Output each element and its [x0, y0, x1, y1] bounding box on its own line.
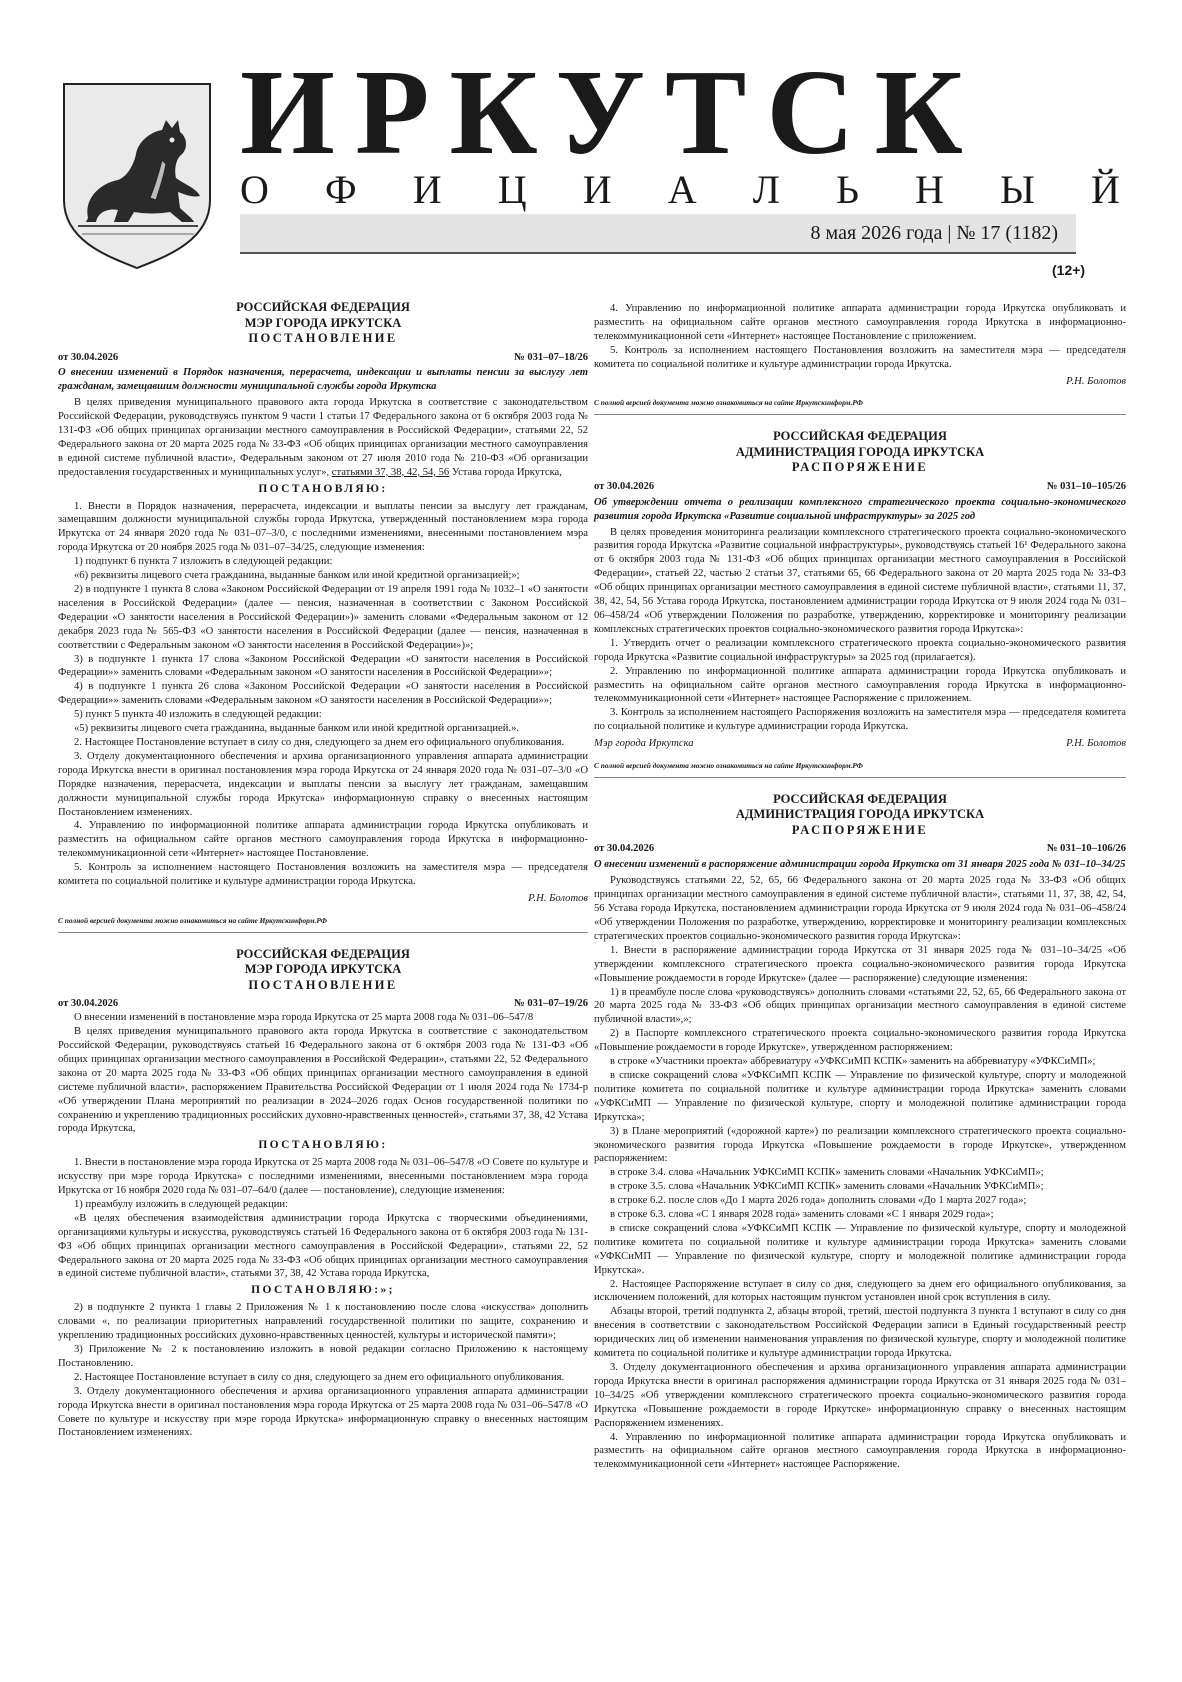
paragraph: 1. Внести в постановление мэра города Иркутска от 25 марта 2008 года № 031–06–547/8 «О Совете по культуре и искусству при мэре города Иркутска» с последними изменениями, внесенными постановлением мэра города Иркутска от 16 ноября 2020 года № 031–07–64/0 (далее — постановление), следующие изменения: — [58, 1157, 588, 1197]
paragraph: 2. Настоящее Постановление вступает в силу со дня, следующего за днем его официального опубликования. — [74, 1371, 565, 1383]
paragraph: 4. Управлению по информационной политике аппарата администрации города Иркутска опубликовать и разместить на официальном сайте органов местного самоуправления города Иркутска в информационно-телекоммуникационной сети «Интернет» настоящее Распоряжение. — [594, 1431, 1126, 1471]
doc-header-country: РОССИЙСКАЯ ФЕДЕРАЦИЯ — [773, 429, 947, 444]
doc-header-country: РОССИЙСКАЯ ФЕДЕРАЦИЯ — [236, 946, 410, 961]
paragraph: 2. Управлению по информационной политике аппарата администрации города Иркутска опубликовать и разместить на официальном сайте органов местного самоуправления города Иркутска в информационно-телекоммуникационной сети «Интернет» настоящее Распоряжение с приложением. — [594, 665, 1126, 705]
paragraph: 2. Настоящее Распоряжение вступает в силу со дня, следующего за днем его официального опубликования, за исключением положений, для которых настоящим пунктом установлен иной срок вступления в силу. — [594, 1278, 1126, 1304]
doc-number: № 031–07–19/26 — [514, 998, 588, 1010]
paragraph: в строке 6.2. после слов «До 1 марта 2026 года» дополнить словами «До 1 марта 2027 года»; — [610, 1195, 1027, 1207]
document-4 — [594, 792, 1126, 1472]
paragraph: Абзацы второй, третий подпункта 2, абзацы второй, третий, шестой подпункта 3 пункта 1 вступают в силу со дня внесения в соответствии с законодательством Российской Федерации записи в Единый государственный реестр юридических лиц об изменении наименования управления по физической культуре, спорту и молодежной политике комитета по социальной политике и культуре администрации города Иркутска. — [594, 1306, 1126, 1360]
doc-header-authority: АДМИНИСТРАЦИЯ ГОРОДА ИРКУТСКА — [735, 807, 985, 822]
doc-preamble — [58, 396, 588, 479]
paragraph: в строке 6.3. слова «С 1 января 2028 года» заменить словами «С 1 января 2029 года»; — [610, 1209, 994, 1221]
signature-line — [594, 375, 1126, 389]
signature-name: Р.Н. Болотов — [528, 892, 588, 904]
doc-meta — [594, 480, 1126, 494]
paragraph: 1. Внести в Порядок назначения, перерасчета, индексации и выплаты пенсии за выслугу лет гражданам, замещавшим должности муниципальной службы города Иркутска, утвержденный постановлением мэра города Иркутска от 24 января 2020 года № 031–07–3/0, с последними изменениями, внесенными постановлением мэра города Иркутска от 20 ноября 2025 года № 031–07–34/25, следующие изменения: — [58, 500, 588, 554]
newspaper-subtitle — [240, 168, 1120, 212]
subtitle-letter: Ы — [1000, 167, 1035, 212]
doc-number: № 031–07–18/26 — [514, 351, 588, 363]
doc-number: № 031–10–106/26 — [1046, 843, 1126, 855]
subtitle-letter: И — [582, 167, 612, 212]
decree-heading: ПОСТАНОВЛЯЮ: — [258, 482, 388, 495]
paragraph: О внесении изменений в постановление мэра города Иркутска от 25 марта 2008 года № 031–06–547/8 — [74, 1012, 534, 1024]
doc-header-country: РОССИЙСКАЯ ФЕДЕРАЦИЯ — [773, 791, 947, 806]
preamble-end-text: Устава города Иркутска, — [449, 466, 562, 478]
signature-name: Р.Н. Болотов — [1066, 738, 1126, 750]
paragraph: 3. Отделу документационного обеспечения и архива организационного управления аппарата администрации города Иркутска внести в оригинал постановления мэра города Иркутска от 25 марта 2008 года № 031–06–547/8 «О Совете по культуре и искусству при мэре города Иркутска» информационную справку о внесенных настоящим Постановлением изменениях. — [58, 1385, 588, 1439]
doc-header-type: ПОСТАНОВЛЕНИЕ — [248, 977, 398, 992]
subtitle-letter: Ц — [497, 167, 527, 212]
doc-header-country: РОССИЙСКАЯ ФЕДЕРАЦИЯ — [236, 300, 410, 314]
paragraph: «В целях обеспечения взаимодействия администрации города Иркутска с творческими объединениями, организациями культуры и искусства, руководствуясь статьей 16 Федерального закона от 6 октября 2003 года № 131-ФЗ «Об общих принципах организации местного самоуправления в Российской Федерации», статьями 22, 52 Федерального закона от 20 марта 2025 года № 33-ФЗ «Об общих принципах организации местного самоуправления в единой системе публичной власти», статьями 37, 38, 42 Устава города Иркутска, — [58, 1212, 588, 1280]
full-version-note: С полной версией документа можно ознакомиться на сайте Иркутскинформ.РФ — [58, 914, 588, 933]
charter-articles-link[interactable]: статьями 37, 38, 42, 54, 56 — [331, 466, 450, 478]
paragraph: 1. Внести в распоряжение администрации города Иркутска от 31 января 2025 года № 031–10–34/25 «Об утверждении комплексного стратегического проекта социально-экономического развития города Иркутска «Повышение рождаемости в городе Иркутске» (далее — распоряжение) следующие изменения: — [594, 944, 1126, 984]
paragraph: 3) в Плане мероприятий («дорожной карте») по реализации комплексного стратегического проекта социально-экономического развития города Иркутска «Повышение рождаемости в городе Иркутске», утвержденном распоряжением: — [594, 1125, 1126, 1165]
full-version-note: С полной версией документа можно ознакомиться на сайте Иркутскинформ.РФ — [594, 396, 1126, 415]
paragraph: 3) Приложение № 2 к постановлению изложить в новой редакции согласно Приложению к настоящему Постановлению. — [58, 1344, 588, 1369]
issue-date-number: 8 мая 2026 года | № 17 (1182) — [810, 222, 1058, 244]
paragraph: 2. Настоящее Постановление вступает в силу со дня, следующего за днем его официального опубликования. — [74, 736, 565, 748]
subtitle-letter: Ф — [325, 167, 357, 212]
paragraph: в строке 3.4. слова «Начальник УФКСиМП КСПК» заменить словами «Начальник УФКСиМП»; — [610, 1167, 1044, 1179]
paragraph: в строке «Участники проекта» аббревиатуру «УФКСиМП КСПК» заменить на аббревиатуру «УФКСиМП»; — [610, 1056, 1096, 1068]
signature-line — [58, 892, 588, 906]
signature-name: Р.Н. Болотов — [1066, 375, 1126, 387]
paragraph: 4) в подпункте 1 пункта 26 слова «Законом Российской Федерации «О занятости населения в Российской Федерации»» заменить словами «Федеральным законом «О занятости населения в Российской Федерации»»; — [58, 681, 588, 707]
paragraph: 5) пункт 5 пункта 40 изложить в следующей редакции: — [74, 709, 322, 721]
paragraph: 5. Контроль за исполнением настоящего Постановления возложить на заместителя мэра — председателя комитета по социальной политике и культуре администрации города Иркутска. — [58, 862, 588, 888]
paragraph: «6) реквизиты лицевого счета гражданина, выданные банком или иной кредитной организацией;»; — [74, 570, 520, 582]
paragraph: 4. Управлению по информационной политике аппарата администрации города Иркутска опубликовать и разместить на официальном сайте органов местного самоуправления города Иркутска в информационно-телекоммуникационной сети «Интернет» настоящее Постановление. — [58, 820, 588, 860]
doc-meta — [594, 842, 1126, 856]
paragraph: 3. Отделу документационного обеспечения и архива организационного управления аппарата администрации города Иркутска внести в оригинал распоряжения администрации города Иркутска от 31 января 2025 года № 031–10–34/25 «Об утверждении комплексного стратегического проекта социально-экономического развития города Иркутска «Повышение рождаемости в городе Иркутске» информационную справку о внесенных настоящим Распоряжением изменениях. — [594, 1362, 1126, 1429]
paragraph: В целях приведения муниципального правового акта города Иркутска в соответствие с законодательством Российской Федерации, руководствуясь статьей 16 Федерального закона от 6 октября 2003 года № 131-ФЗ «Об общих принципах организации местного самоуправления в Российской Федерации», статьями 22, 52 Федерального закона от 20 марта 2025 года № 33-ФЗ «Об общих принципах организации местного самоуправления в единой системе публичной власти», распоряжением Правительства Российской Федерации от 1 июля 2024 года № 1734-р «Об утверждении Плана мероприятий по реализации в 2024–2026 годах Основ государственной политики по сохранению и укреплению традиционных российских духовно-нравственных ценностей», статьями 37, 38, 42 Устава города Иркутска, — [58, 1026, 588, 1135]
doc-date: от 30.04.2026 — [58, 351, 119, 363]
subtitle-letter: О — [240, 167, 269, 212]
doc-date: от 30.04.2026 — [594, 843, 655, 855]
paragraph: в списке сокращений слова «УФКСиМП КСПК — Управление по физической культуре, спорту и молодежной политике комитета по социальной политике и культуре администрации города Иркутска» заменить словами «УФКСиМП — Управление по физической культуре, спорту и молодежной политике администрации города Иркутска»; — [594, 1069, 1126, 1123]
paragraph: 1) преамбулу изложить в следующей редакции: — [74, 1198, 289, 1210]
paragraph: 3. Контроль за исполнением настоящего Распоряжения возложить на заместителя мэра — председателя комитета по социальной политике и культуре администрации города Иркутска. — [594, 707, 1126, 733]
subtitle-letter: Ь — [835, 167, 859, 212]
doc-header-authority: МЭР ГОРОДА ИРКУТСКА — [244, 962, 402, 977]
document-3 — [594, 429, 1126, 778]
doc-subject: О внесении изменений в Порядок назначения, перерасчета, индексации и выплаты пенсии за выслугу лет гражданам, замещавшим должности муниципальной службы города Иркутска — [58, 367, 588, 393]
paragraph: в строке 3.5. слова «Начальник УФКСиМП КСПК» заменить словами «Начальник УФКСиМП»; — [610, 1181, 1044, 1193]
doc-meta — [58, 997, 588, 1011]
doc-subject: Об утверждении отчета о реализации комплексного стратегического проекта социально-экономического развития города Иркутска «Развитие социальной инфраструктуры» за 2025 год — [594, 496, 1126, 522]
left-column — [58, 300, 588, 1440]
subtitle-letter: А — [667, 167, 697, 212]
newspaper-title: ИРКУТСК — [240, 45, 983, 180]
paragraph: 2) в подпункте 1 пункта 8 слова «Законом Российской Федерации от 19 апреля 1991 года № 1032–1 «О занятости населения в Российской Федерации» (далее — пенсия, назначенная в соответствии с Законом Российской Федерации «О занятости населения в Российской Федерации»)» заменить словами «Федеральным законом от 12 декабря 2023 года № 565-ФЗ «О занятости населения в Российской Федерации (далее — пенсия, назначенная в соответствии с Федеральным законом «О занятости населения в Российской Федерации»)»; — [58, 584, 588, 651]
doc-header-authority: МЭР ГОРОДА ИРКУТСКА — [244, 315, 402, 330]
doc-date: от 30.04.2026 — [58, 998, 119, 1010]
preamble-text: В целях приведения муниципального правового акта города Иркутска в соответствие с законодательством Российской Федерации, руководствуясь пунктом 9 части 1 статьи 17 Федерального закона от 6 октября 2003 года № 131-ФЗ «Об общих принципах организации местного самоуправления в Российской Федерации», статьями 22, 52 Федерального закона от 20 марта 2025 года № 33-ФЗ «Об общих принципах организации местного самоуправления в единой системе публичной власти», Федеральным законом от 27 июля 2010 года № 210-ФЗ «Об организации предоставления государственных и муниципальных услуг», — [58, 397, 588, 478]
doc-number: № 031–10–105/26 — [1046, 480, 1126, 492]
signatory-title: Мэр города Иркутска — [594, 738, 694, 750]
paragraph: 5. Контроль за исполнением настоящего Постановления возложить на заместителя мэра — председателя комитета по социальной политике и культуре администрации города Иркутска. — [594, 344, 1126, 370]
subtitle-letter: Л — [752, 167, 780, 212]
doc-header-type: РАСПОРЯЖЕНИЕ — [791, 822, 929, 837]
subtitle-letter: Й — [1091, 167, 1120, 212]
doc-subject: О внесении изменений в распоряжение администрации города Иркутска от 31 января 2025 года № 031–10–34/25 — [594, 859, 1126, 871]
paragraph: 3) в подпункте 1 пункта 17 слова «Законом Российской Федерации «О занятости населения в Российской Федерации»» заменить словами «Федеральным законом «О занятости населения в Российской Федерации»»; — [58, 653, 588, 679]
document-1 — [58, 300, 588, 933]
coat-of-arms-icon — [58, 80, 216, 270]
paragraph: в списке сокращений слова «УФКСиМП КСПК — Управление по физической культуре, спорту и молодежной политике комитета по социальной политике и культуре администрации города Иркутска» заменить словами «УФКСиМП — Управление по физической культуре, спорту и молодежной политике администрации города Иркутска». — [594, 1222, 1126, 1276]
doc-header-type: РАСПОРЯЖЕНИЕ — [791, 460, 929, 475]
paragraph: Руководствуясь статьями 22, 52, 65, 66 Федерального закона от 20 марта 2025 года № 33-ФЗ «Об общих принципах организации местного самоуправления в единой системе публичной власти», статьями 11, 37, 38, 42, 54, 56 Устава города Иркутска, постановлением администрации города Иркутска от 9 июля 2024 года № 031–06–458/24 «Об утверждении Положения по разработке, утверждению, корректировке и мониторингу реализации комплексных стратегических проектов социально-экономического развития города Иркутска»: — [594, 875, 1126, 942]
doc-date: от 30.04.2026 — [594, 480, 655, 492]
paragraph: 4. Управлению по информационной политике аппарата администрации города Иркутска опубликовать и разместить на официальном сайте органов местного самоуправления города Иркутска в информационно-телекоммуникационной сети «Интернет» настоящее Постановление с приложением. — [594, 303, 1126, 342]
document-2 — [58, 947, 588, 1441]
paragraph: 2) в подпункте 2 пункта 1 главы 2 Приложения № 1 к постановлению после слова «искусства» дополнить словами «, по реализации приоритетных направлений государственной политики по защите, сохранению и укреплению традиционных российских духовно-нравственных ценностей, культуры и исторической памяти»; — [58, 1302, 588, 1342]
paragraph: В целях проведения мониторинга реализации комплексного стратегического проекта социально-экономического развития города Иркутска «Развитие социальной инфраструктуры», руководствуясь статьей 16¹ Федерального закона от 6 октября 2003 года № 131-ФЗ «Об общих принципах организации местного самоуправления в Российской Федерации», статьей 22, частью 2 статьи 37, статьями 65, 66 Федерального закона от 20 марта 2025 года № 33-ФЗ «Об общих принципах организации местного самоуправления в единой системе публичной власти», статьями 11, 37, 38, 42, 54, 56 Устава города Иркутска, постановлением администрации города Иркутска от 9 июля 2024 года № 031–06–458/24 «Об утверждении Положения по разработке, утверждению, корректировке и мониторингу реализации комплексных стратегических проектов социально-экономического развития города Иркутска»: — [594, 526, 1126, 635]
age-rating-badge: (12+) — [1052, 262, 1086, 278]
doc-header-authority: АДМИНИСТРАЦИЯ ГОРОДА ИРКУТСКА — [735, 444, 985, 459]
full-version-note: С полной версией документа можно ознакомиться на сайте Иркутскинформ.РФ — [594, 759, 1126, 778]
doc-header-type: ПОСТАНОВЛЕНИЕ — [248, 331, 398, 345]
issue-bar — [240, 214, 1076, 254]
paragraph: 3. Отделу документационного обеспечения и архива организационного управления аппарата администрации города Иркутска внести в оригинал постановления мэра города Иркутска от 24 января 2020 года № 031–07–3/0 «О Порядке назначения, перерасчета, индексации и выплаты пенсии за выслугу лет гражданам, замещавшим должности муниципальной службы города Иркутска» информационную справку о внесенных настоящим Постановлением изменениях. — [58, 750, 588, 818]
document-continuation — [594, 302, 1126, 415]
subtitle-letter: И — [412, 167, 442, 212]
paragraph: 1) подпункт 6 пункта 7 изложить в следующей редакции: — [74, 556, 333, 568]
decree-heading: ПОСТАНОВЛЯЮ:»; — [251, 1284, 395, 1297]
paragraph: 2) в Паспорте комплексного стратегического проекта социально-экономического развития города Иркутска «Повышение рождаемости в городе Иркутске», утвержденном распоряжением: — [594, 1028, 1126, 1054]
decree-heading: ПОСТАНОВЛЯЮ: — [258, 1139, 388, 1152]
signature-line — [594, 737, 1126, 751]
doc-meta — [58, 351, 588, 365]
paragraph: «5) реквизиты лицевого счета гражданина, выданные банком или иной кредитной организацией.». — [74, 723, 520, 735]
paragraph: 1) в преамбуле после слова «руководствуясь» дополнить словами «статьями 22, 52, 65, 66 Федерального закона от 20 марта 2025 года № 33-ФЗ «Об общих принципах организации местного самоуправления в единой системе публичной власти»,»; — [594, 986, 1126, 1026]
right-column — [594, 302, 1126, 1472]
paragraph: 1. Утвердить отчет о реализации комплексного стратегического проекта социально-экономического развития города Иркутска «Развитие социальной инфраструктуры» за 2025 год (прилагается). — [594, 637, 1126, 663]
subtitle-letter: Н — [915, 167, 944, 212]
